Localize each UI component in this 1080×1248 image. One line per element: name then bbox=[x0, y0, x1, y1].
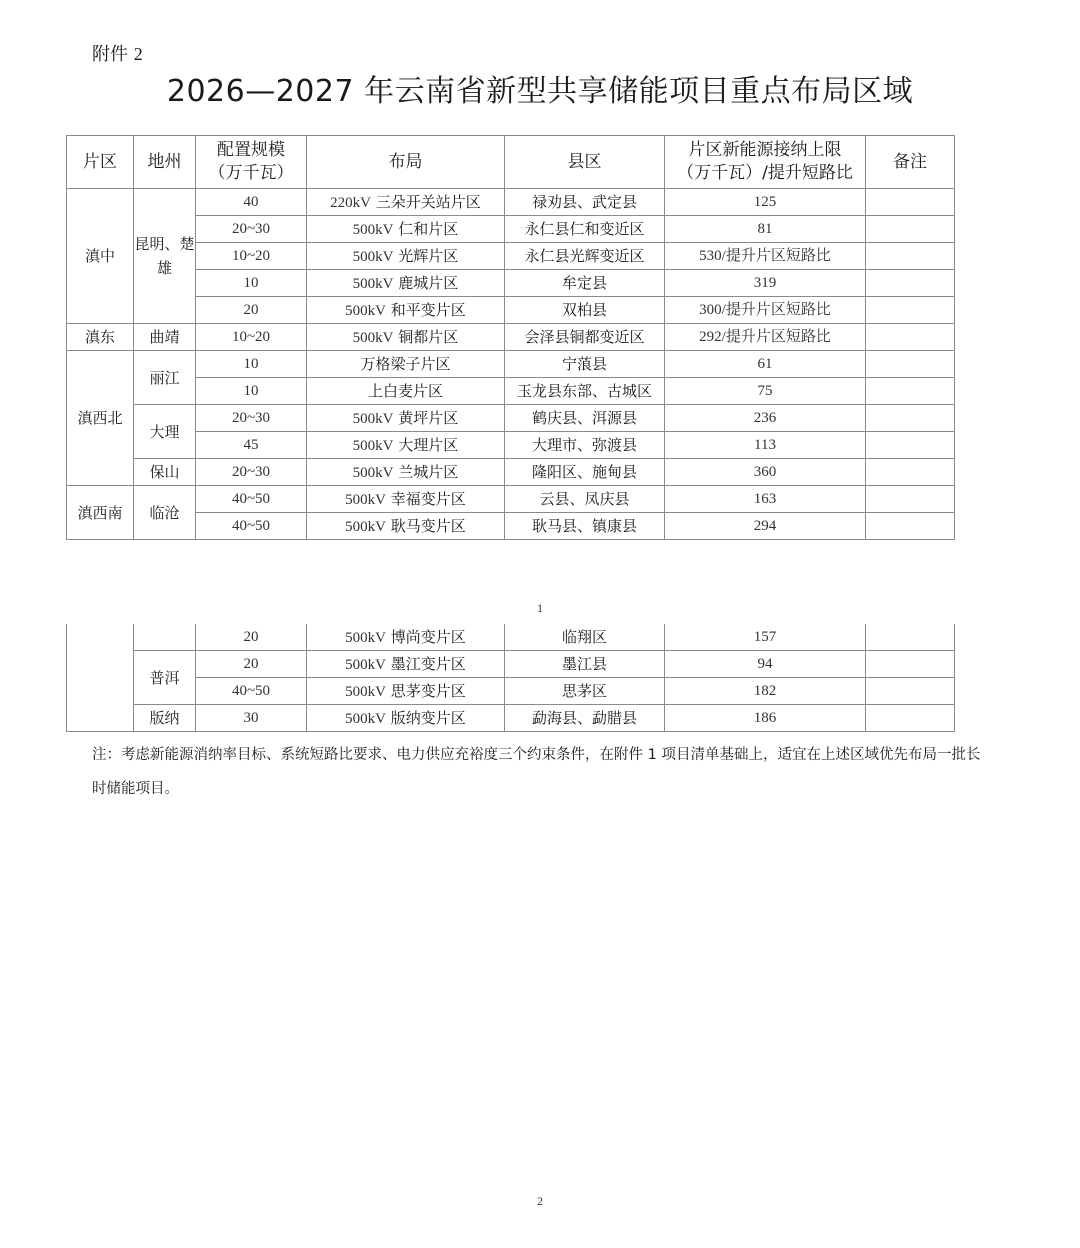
header-limit-line1: 片区新能源接纳上限 bbox=[688, 140, 842, 160]
layout-text: 博尚变片区 bbox=[390, 627, 466, 646]
layout-text: 三朵开关站片区 bbox=[375, 192, 481, 211]
county-cell: 牟定县 bbox=[505, 270, 665, 297]
layout-text: 和平变片区 bbox=[390, 300, 466, 319]
layout-text: 幸福变片区 bbox=[390, 489, 466, 508]
table-row bbox=[67, 513, 955, 540]
layout-cell bbox=[307, 513, 505, 540]
remarks-cell bbox=[866, 324, 955, 351]
table-row bbox=[67, 486, 955, 513]
limit-cell: 75 bbox=[665, 378, 866, 405]
remarks-cell bbox=[866, 678, 955, 705]
scale-cell: 10 bbox=[196, 351, 307, 378]
scale-cell: 10 bbox=[196, 270, 307, 297]
voltage-text: 500kV bbox=[345, 710, 387, 727]
scale-cell: 10 bbox=[196, 378, 307, 405]
layout-text: 光辉片区 bbox=[398, 246, 459, 265]
layout-cell bbox=[307, 486, 505, 513]
scale-cell: 20 bbox=[196, 624, 307, 651]
region-cell: 滇中 bbox=[67, 189, 134, 324]
prefecture-cell: 丽江 bbox=[134, 351, 196, 405]
layout-text: 鹿城片区 bbox=[398, 273, 459, 292]
table-row bbox=[67, 351, 955, 378]
voltage-text: 220kV bbox=[330, 194, 372, 211]
layout-text: 兰城片区 bbox=[398, 462, 459, 481]
header-scale-line2: （万千瓦） bbox=[208, 163, 294, 183]
table-header-row bbox=[67, 136, 955, 189]
header-remarks: 备注 bbox=[866, 136, 955, 189]
table-row bbox=[67, 378, 955, 405]
region-cell: 滇西北 bbox=[67, 351, 134, 486]
voltage-text: 500kV bbox=[345, 629, 387, 646]
table-row bbox=[67, 270, 955, 297]
limit-cell: 81 bbox=[665, 216, 866, 243]
remarks-cell bbox=[866, 189, 955, 216]
remarks-cell bbox=[866, 705, 955, 732]
remarks-cell bbox=[866, 432, 955, 459]
county-cell: 玉龙县东部、古城区 bbox=[505, 378, 665, 405]
header-layout: 布局 bbox=[307, 136, 505, 189]
county-cell: 永仁县光辉变近区 bbox=[505, 243, 665, 270]
limit-cell: 294 bbox=[665, 513, 866, 540]
voltage-text: 500kV bbox=[352, 248, 394, 265]
limit-cell: 125 bbox=[665, 189, 866, 216]
layout-text: 仁和片区 bbox=[398, 219, 459, 238]
layout-text: 版纳变片区 bbox=[390, 708, 466, 727]
layout-cell bbox=[307, 651, 505, 678]
header-scale-line1: 配置规模 bbox=[217, 140, 285, 160]
region-cell: 滇西南 bbox=[67, 486, 134, 540]
page-number-2: 2 bbox=[537, 1194, 543, 1208]
county-cell: 隆阳区、施甸县 bbox=[505, 459, 665, 486]
limit-cell: 300/提升片区短路比 bbox=[665, 297, 866, 324]
table-row bbox=[67, 324, 955, 351]
county-cell: 禄劝县、武定县 bbox=[505, 189, 665, 216]
table-row bbox=[67, 432, 955, 459]
remarks-cell bbox=[866, 486, 955, 513]
layout-text: 大理片区 bbox=[398, 435, 459, 454]
layout-cell: 万格梁子片区 bbox=[307, 351, 505, 378]
attachment-text: 附件 bbox=[92, 44, 128, 65]
county-cell: 思茅区 bbox=[505, 678, 665, 705]
table-row bbox=[67, 624, 955, 651]
table-row bbox=[67, 297, 955, 324]
remarks-cell bbox=[866, 297, 955, 324]
limit-cell: 186 bbox=[665, 705, 866, 732]
prefecture-cell: 昆明、楚雄 bbox=[134, 189, 196, 324]
limit-cell: 61 bbox=[665, 351, 866, 378]
prefecture-cell: 临沧 bbox=[134, 486, 196, 540]
voltage-text: 500kV bbox=[352, 329, 394, 346]
layout-cell bbox=[307, 432, 505, 459]
layout-cell bbox=[307, 678, 505, 705]
voltage-text: 500kV bbox=[352, 410, 394, 427]
header-limit bbox=[665, 136, 866, 189]
layout-table-page1 bbox=[66, 135, 955, 540]
county-cell: 临翔区 bbox=[505, 624, 665, 651]
voltage-text: 500kV bbox=[345, 491, 387, 508]
attachment-label bbox=[92, 40, 143, 66]
scale-cell: 40~50 bbox=[196, 678, 307, 705]
limit-cell: 319 bbox=[665, 270, 866, 297]
layout-text: 思茅变片区 bbox=[390, 681, 466, 700]
layout-cell bbox=[307, 705, 505, 732]
layout-cell bbox=[307, 405, 505, 432]
voltage-text: 500kV bbox=[352, 275, 394, 292]
limit-cell: 236 bbox=[665, 405, 866, 432]
remarks-cell bbox=[866, 351, 955, 378]
prefecture-cell: 普洱 bbox=[134, 651, 196, 705]
remarks-cell bbox=[866, 513, 955, 540]
prefecture-cell: 大理 bbox=[134, 405, 196, 459]
layout-cell bbox=[307, 189, 505, 216]
attachment-number: 2 bbox=[133, 44, 143, 64]
header-limit-line2: （万千瓦）/提升短路比 bbox=[677, 163, 853, 183]
remarks-cell bbox=[866, 651, 955, 678]
limit-cell: 157 bbox=[665, 624, 866, 651]
scale-cell: 40 bbox=[196, 189, 307, 216]
remarks-cell bbox=[866, 405, 955, 432]
voltage-text: 500kV bbox=[352, 221, 394, 238]
prefecture-cell bbox=[134, 624, 196, 651]
layout-cell bbox=[307, 243, 505, 270]
voltage-text: 500kV bbox=[345, 656, 387, 673]
county-cell: 永仁县仁和变近区 bbox=[505, 216, 665, 243]
county-cell: 勐海县、勐腊县 bbox=[505, 705, 665, 732]
county-cell: 墨江县 bbox=[505, 651, 665, 678]
page-title: 2026—2027 年云南省新型共享储能项目重点布局区域 bbox=[166, 74, 914, 109]
table-row bbox=[67, 243, 955, 270]
header-prefecture: 地州 bbox=[134, 136, 196, 189]
layout-cell bbox=[307, 216, 505, 243]
layout-text: 墨江变片区 bbox=[390, 654, 466, 673]
scale-cell: 30 bbox=[196, 705, 307, 732]
county-cell: 耿马县、镇康县 bbox=[505, 513, 665, 540]
remarks-cell bbox=[866, 378, 955, 405]
county-cell: 双柏县 bbox=[505, 297, 665, 324]
limit-cell: 163 bbox=[665, 486, 866, 513]
remarks-cell bbox=[866, 459, 955, 486]
county-cell: 云县、凤庆县 bbox=[505, 486, 665, 513]
table-row bbox=[67, 651, 955, 678]
layout-cell bbox=[307, 297, 505, 324]
remarks-cell bbox=[866, 216, 955, 243]
voltage-text: 500kV bbox=[352, 464, 394, 481]
limit-cell: 113 bbox=[665, 432, 866, 459]
footnote: 注：考虑新能源消纳率目标、系统短路比要求、电力供应充裕度三个约束条件，在附件 1 项目清单基础上，适宜在上述区域优先布局一批长时储能项目。 bbox=[92, 747, 981, 797]
scale-cell: 45 bbox=[196, 432, 307, 459]
table-row bbox=[67, 216, 955, 243]
layout-text: 铜都片区 bbox=[398, 327, 459, 346]
scale-cell: 10~20 bbox=[196, 243, 307, 270]
header-county: 县区 bbox=[505, 136, 665, 189]
county-cell: 会泽县铜都变近区 bbox=[505, 324, 665, 351]
voltage-text: 500kV bbox=[345, 518, 387, 535]
layout-text: 黄坪片区 bbox=[398, 408, 459, 427]
prefecture-cell: 曲靖 bbox=[134, 324, 196, 351]
layout-cell bbox=[307, 324, 505, 351]
scale-cell: 10~20 bbox=[196, 324, 307, 351]
voltage-text: 500kV bbox=[345, 683, 387, 700]
scale-cell: 20 bbox=[196, 651, 307, 678]
table-row bbox=[67, 405, 955, 432]
layout-cell: 上白麦片区 bbox=[307, 378, 505, 405]
header-region: 片区 bbox=[67, 136, 134, 189]
voltage-text: 500kV bbox=[345, 302, 387, 319]
layout-table-page2 bbox=[66, 624, 955, 732]
region-cell-continued bbox=[67, 624, 134, 732]
limit-cell: 530/提升片区短路比 bbox=[665, 243, 866, 270]
prefecture-cell: 版纳 bbox=[134, 705, 196, 732]
remarks-cell bbox=[866, 270, 955, 297]
page-number-1: 1 bbox=[537, 601, 543, 615]
header-scale bbox=[196, 136, 307, 189]
county-cell: 宁蒗县 bbox=[505, 351, 665, 378]
limit-cell: 94 bbox=[665, 651, 866, 678]
scale-cell: 20~30 bbox=[196, 216, 307, 243]
scale-cell: 20~30 bbox=[196, 405, 307, 432]
region-cell: 滇东 bbox=[67, 324, 134, 351]
table-row bbox=[67, 189, 955, 216]
table-row bbox=[67, 459, 955, 486]
limit-cell: 292/提升片区短路比 bbox=[665, 324, 866, 351]
scale-cell: 20 bbox=[196, 297, 307, 324]
scale-cell: 40~50 bbox=[196, 513, 307, 540]
layout-cell bbox=[307, 270, 505, 297]
scale-cell: 40~50 bbox=[196, 486, 307, 513]
remarks-cell bbox=[866, 243, 955, 270]
layout-text: 耿马变片区 bbox=[390, 516, 466, 535]
limit-cell: 360 bbox=[665, 459, 866, 486]
voltage-text: 500kV bbox=[352, 437, 394, 454]
layout-cell bbox=[307, 459, 505, 486]
table-row bbox=[67, 678, 955, 705]
remarks-cell bbox=[866, 624, 955, 651]
layout-cell bbox=[307, 624, 505, 651]
table-row bbox=[67, 705, 955, 732]
limit-cell: 182 bbox=[665, 678, 866, 705]
scale-cell: 20~30 bbox=[196, 459, 307, 486]
prefecture-cell: 保山 bbox=[134, 459, 196, 486]
county-cell: 大理市、弥渡县 bbox=[505, 432, 665, 459]
county-cell: 鹤庆县、洱源县 bbox=[505, 405, 665, 432]
